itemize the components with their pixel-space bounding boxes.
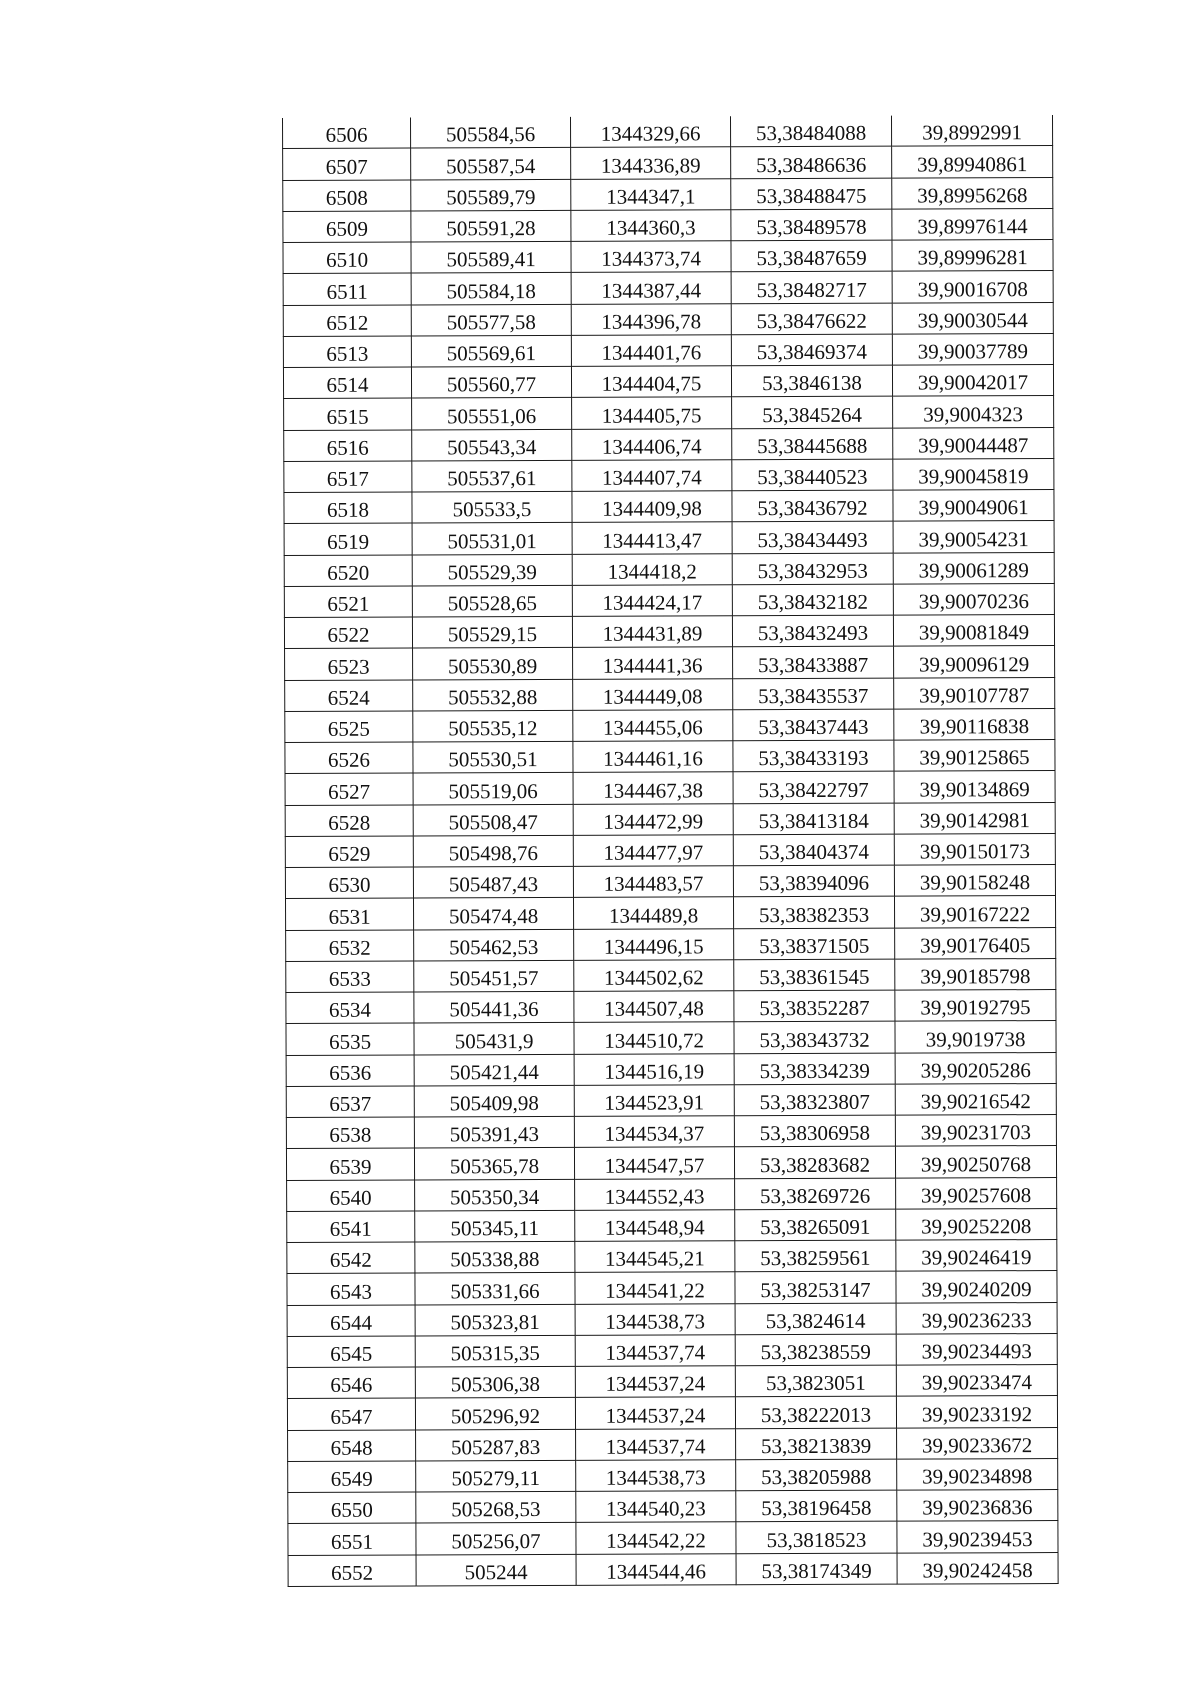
latitude-cell: 53,38394096: [733, 865, 894, 897]
latitude-cell: 53,38432493: [732, 615, 893, 647]
table-row: [287, 1208, 1057, 1242]
table-row: [288, 1427, 1058, 1461]
latitude-cell: 53,38352287: [734, 990, 895, 1022]
latitude-cell: 53,38205988: [736, 1459, 897, 1491]
x-coordinate-cell: 505431,9: [414, 1023, 574, 1055]
longitude-cell: 39,90246419: [896, 1240, 1057, 1272]
point-number-cell: 6546: [287, 1367, 415, 1399]
y-coordinate-cell: 1344542,22: [576, 1522, 736, 1554]
longitude-cell: 39,89976144: [892, 208, 1053, 240]
point-number-cell: 6540: [287, 1179, 415, 1211]
x-coordinate-cell: 505587,54: [411, 148, 571, 180]
x-coordinate-cell: 505519,06: [413, 773, 573, 805]
x-coordinate-cell: 505584,56: [410, 117, 570, 148]
x-coordinate-cell: 505338,88: [415, 1241, 575, 1273]
x-coordinate-cell: 505529,15: [412, 616, 572, 648]
x-coordinate-cell: 505451,57: [414, 960, 574, 992]
table-row: [283, 302, 1053, 336]
x-coordinate-cell: 505531,01: [412, 523, 572, 555]
longitude-cell: 39,90016708: [892, 271, 1053, 303]
latitude-cell: 53,38253147: [735, 1271, 896, 1303]
longitude-cell: 39,90037789: [892, 333, 1053, 365]
table-row: [286, 927, 1056, 961]
longitude-cell: 39,90107787: [894, 677, 1055, 709]
y-coordinate-cell: 1344548,94: [575, 1210, 735, 1242]
x-coordinate-cell: 505498,76: [413, 835, 573, 867]
latitude-cell: 53,38213839: [736, 1428, 897, 1460]
point-number-cell: 6516: [284, 430, 412, 462]
longitude-cell: 39,90142981: [894, 802, 1055, 834]
y-coordinate-cell: 1344405,75: [572, 397, 732, 429]
table-row: [283, 240, 1053, 274]
y-coordinate-cell: 1344406,74: [572, 428, 732, 460]
y-coordinate-cell: 1344387,44: [571, 272, 731, 304]
x-coordinate-cell: 505287,83: [416, 1429, 576, 1461]
latitude-cell: 53,38422797: [733, 771, 894, 803]
latitude-cell: 53,3845264: [732, 396, 893, 428]
table-row: [286, 1115, 1056, 1149]
y-coordinate-cell: 1344540,23: [576, 1491, 736, 1523]
x-coordinate-cell: 505532,88: [413, 679, 573, 711]
y-coordinate-cell: 1344477,97: [573, 835, 733, 867]
x-coordinate-cell: 505409,98: [414, 1085, 574, 1117]
point-number-cell: 6527: [285, 773, 413, 805]
y-coordinate-cell: 1344449,08: [573, 678, 733, 710]
x-coordinate-cell: 505421,44: [414, 1054, 574, 1086]
point-number-cell: 6508: [283, 180, 411, 212]
y-coordinate-cell: 1344510,72: [574, 1022, 734, 1054]
point-number-cell: 6506: [283, 118, 411, 149]
longitude-cell: 39,90081849: [893, 615, 1054, 647]
latitude-cell: 53,38433193: [733, 740, 894, 772]
point-number-cell: 6538: [286, 1117, 414, 1149]
y-coordinate-cell: 1344537,74: [576, 1428, 736, 1460]
table-row: [288, 1458, 1058, 1492]
y-coordinate-cell: 1344537,24: [575, 1397, 735, 1429]
x-coordinate-cell: 505306,38: [415, 1366, 575, 1398]
y-coordinate-cell: 1344404,75: [571, 366, 731, 398]
y-coordinate-cell: 1344407,74: [572, 460, 732, 492]
point-number-cell: 6522: [284, 617, 412, 649]
point-number-cell: 6509: [283, 211, 411, 243]
point-number-cell: 6510: [283, 242, 411, 274]
latitude-cell: 53,38382353: [733, 896, 894, 928]
table-row: [287, 1240, 1057, 1274]
latitude-cell: 53,38488475: [731, 178, 892, 210]
y-coordinate-cell: 1344483,57: [573, 866, 733, 898]
table-row: [284, 396, 1054, 430]
table-row: [283, 333, 1053, 367]
y-coordinate-cell: 1344360,3: [571, 210, 731, 242]
table-row: [283, 177, 1053, 211]
y-coordinate-cell: 1344409,98: [572, 491, 732, 523]
x-coordinate-cell: 505462,53: [414, 929, 574, 961]
y-coordinate-cell: 1344472,99: [573, 803, 733, 835]
longitude-cell: 39,90234898: [897, 1458, 1058, 1490]
x-coordinate-cell: 505350,34: [415, 1179, 575, 1211]
x-coordinate-cell: 505537,61: [412, 460, 572, 492]
x-coordinate-cell: 505591,28: [411, 210, 571, 242]
point-number-cell: 6535: [286, 1023, 414, 1055]
y-coordinate-cell: 1344541,22: [575, 1272, 735, 1304]
latitude-cell: 53,38306958: [734, 1115, 895, 1147]
x-coordinate-cell: 505474,48: [413, 898, 573, 930]
point-number-cell: 6514: [283, 367, 411, 399]
longitude-cell: 39,90236836: [897, 1490, 1058, 1522]
table-row: [285, 833, 1055, 867]
x-coordinate-cell: 505365,78: [414, 1148, 574, 1180]
longitude-cell: 39,90242458: [897, 1552, 1058, 1584]
point-number-cell: 6543: [287, 1273, 415, 1305]
y-coordinate-cell: 1344424,17: [572, 585, 732, 617]
longitude-cell: 39,90096129: [894, 646, 1055, 678]
point-number-cell: 6532: [286, 930, 414, 962]
point-number-cell: 6542: [287, 1242, 415, 1274]
table-row: [284, 521, 1054, 555]
longitude-cell: 39,90236233: [896, 1302, 1057, 1334]
table-row: [287, 1396, 1057, 1430]
table-row: [287, 1271, 1057, 1305]
point-number-cell: 6530: [285, 867, 413, 899]
x-coordinate-cell: 505533,5: [412, 491, 572, 523]
latitude-cell: 53,38269726: [735, 1178, 896, 1210]
longitude-cell: 39,90049061: [893, 490, 1054, 522]
latitude-cell: 53,38489578: [731, 209, 892, 241]
latitude-cell: 53,38238559: [735, 1334, 896, 1366]
point-number-cell: 6537: [286, 1086, 414, 1118]
y-coordinate-cell: 1344552,43: [575, 1178, 735, 1210]
table-row: [285, 802, 1055, 836]
y-coordinate-cell: 1344401,76: [571, 335, 731, 367]
x-coordinate-cell: 505244: [416, 1554, 576, 1586]
table-row: [286, 990, 1056, 1024]
longitude-cell: 39,90054231: [893, 521, 1054, 553]
point-number-cell: 6545: [287, 1336, 415, 1368]
longitude-cell: 39,90252208: [896, 1208, 1057, 1240]
table-row: [284, 583, 1054, 617]
x-coordinate-cell: 505296,92: [415, 1398, 575, 1430]
point-number-cell: 6519: [284, 523, 412, 555]
y-coordinate-cell: 1344467,38: [573, 772, 733, 804]
point-number-cell: 6526: [285, 742, 413, 774]
longitude-cell: 39,90185798: [895, 958, 1056, 990]
point-number-cell: 6512: [283, 305, 411, 337]
point-number-cell: 6536: [286, 1054, 414, 1086]
latitude-cell: 53,38259561: [735, 1240, 896, 1272]
table-row: [288, 1552, 1058, 1586]
longitude-cell: 39,9004323: [893, 396, 1054, 428]
latitude-cell: 53,38437443: [733, 709, 894, 741]
table-row: [287, 1302, 1057, 1336]
table-row: [284, 552, 1054, 586]
y-coordinate-cell: 1344534,37: [574, 1116, 734, 1148]
point-number-cell: 6523: [285, 648, 413, 680]
point-number-cell: 6515: [284, 398, 412, 430]
x-coordinate-cell: 505535,12: [413, 710, 573, 742]
longitude-cell: 39,90205286: [895, 1052, 1056, 1084]
latitude-cell: 53,3846138: [731, 365, 892, 397]
y-coordinate-cell: 1344347,1: [571, 178, 731, 210]
longitude-cell: 39,90234493: [896, 1333, 1057, 1365]
longitude-cell: 39,90216542: [895, 1083, 1056, 1115]
point-number-cell: 6539: [286, 1148, 414, 1180]
longitude-cell: 39,90045819: [893, 458, 1054, 490]
table-row: [285, 865, 1055, 899]
y-coordinate-cell: 1344413,47: [572, 522, 732, 554]
x-coordinate-cell: 505530,51: [413, 741, 573, 773]
point-number-cell: 6541: [287, 1211, 415, 1243]
y-coordinate-cell: 1344544,46: [576, 1553, 736, 1585]
latitude-cell: 53,38432953: [732, 553, 893, 585]
latitude-cell: 53,38440523: [732, 459, 893, 491]
longitude-cell: 39,90233474: [896, 1365, 1057, 1397]
table-row: [286, 958, 1056, 992]
point-number-cell: 6544: [287, 1304, 415, 1336]
point-number-cell: 6511: [283, 273, 411, 305]
table-row: [287, 1177, 1057, 1211]
y-coordinate-cell: 1344537,24: [575, 1366, 735, 1398]
y-coordinate-cell: 1344418,2: [572, 553, 732, 585]
y-coordinate-cell: 1344336,89: [571, 147, 731, 179]
longitude-cell: 39,90134869: [894, 771, 1055, 803]
point-number-cell: 6529: [285, 836, 413, 868]
latitude-cell: 53,38482717: [731, 271, 892, 303]
coordinates-table-body: [283, 115, 1059, 1586]
longitude-cell: 39,90044487: [893, 427, 1054, 459]
table-row: [287, 1333, 1057, 1367]
table-row: [283, 146, 1053, 180]
x-coordinate-cell: 505569,61: [411, 335, 571, 367]
y-coordinate-cell: 1344523,91: [574, 1085, 734, 1117]
longitude-cell: 39,90070236: [893, 583, 1054, 615]
latitude-cell: 53,38371505: [734, 928, 895, 960]
x-coordinate-cell: 505323,81: [415, 1304, 575, 1336]
point-number-cell: 6520: [284, 555, 412, 587]
x-coordinate-cell: 505560,77: [411, 366, 571, 398]
longitude-cell: 39,90042017: [892, 365, 1053, 397]
point-number-cell: 6531: [285, 898, 413, 930]
latitude-cell: 53,38404374: [733, 834, 894, 866]
longitude-cell: 39,89940861: [892, 146, 1053, 178]
latitude-cell: 53,3824614: [735, 1303, 896, 1335]
table-row: [284, 615, 1054, 649]
x-coordinate-cell: 505441,36: [414, 991, 574, 1023]
latitude-cell: 53,38486636: [731, 146, 892, 178]
y-coordinate-cell: 1344329,66: [570, 116, 730, 147]
x-coordinate-cell: 505530,89: [413, 648, 573, 680]
longitude-cell: 39,89996281: [892, 240, 1053, 272]
y-coordinate-cell: 1344461,16: [573, 741, 733, 773]
x-coordinate-cell: 505589,79: [411, 179, 571, 211]
latitude-cell: 53,38283682: [734, 1146, 895, 1178]
table-row: [288, 1490, 1058, 1524]
x-coordinate-cell: 505391,43: [414, 1116, 574, 1148]
latitude-cell: 53,38469374: [731, 334, 892, 366]
latitude-cell: 53,3823051: [735, 1365, 896, 1397]
point-number-cell: 6517: [284, 461, 412, 493]
x-coordinate-cell: 505315,35: [415, 1335, 575, 1367]
table-row: [285, 677, 1055, 711]
point-number-cell: 6534: [286, 992, 414, 1024]
y-coordinate-cell: 1344431,89: [572, 616, 732, 648]
longitude-cell: 39,90061289: [893, 552, 1054, 584]
x-coordinate-cell: 505508,47: [413, 804, 573, 836]
point-number-cell: 6551: [288, 1523, 416, 1555]
y-coordinate-cell: 1344507,48: [574, 991, 734, 1023]
table-row: [283, 271, 1053, 305]
y-coordinate-cell: 1344455,06: [573, 710, 733, 742]
y-coordinate-cell: 1344516,19: [574, 1053, 734, 1085]
latitude-cell: 53,38222013: [735, 1396, 896, 1428]
latitude-cell: 53,38343732: [734, 1021, 895, 1053]
point-number-cell: 6548: [288, 1429, 416, 1461]
table-row: [285, 896, 1055, 930]
y-coordinate-cell: 1344547,57: [574, 1147, 734, 1179]
latitude-cell: 53,38432182: [732, 584, 893, 616]
longitude-cell: 39,90192795: [895, 990, 1056, 1022]
x-coordinate-cell: 505551,06: [412, 398, 572, 430]
table-row: [288, 1521, 1058, 1555]
x-coordinate-cell: 505543,34: [412, 429, 572, 461]
longitude-cell: 39,90233192: [896, 1396, 1057, 1428]
latitude-cell: 53,38435537: [733, 678, 894, 710]
table-row: [283, 365, 1053, 399]
table-row: [285, 771, 1055, 805]
point-number-cell: 6518: [284, 492, 412, 524]
point-number-cell: 6533: [286, 961, 414, 993]
table-row: [284, 458, 1054, 492]
latitude-cell: 53,38436792: [732, 490, 893, 522]
table-row: [286, 1083, 1056, 1117]
latitude-cell: 53,38413184: [733, 803, 894, 835]
point-number-cell: 6552: [288, 1554, 416, 1586]
x-coordinate-cell: 505268,53: [416, 1491, 576, 1523]
point-number-cell: 6525: [285, 711, 413, 743]
longitude-cell: 39,90125865: [894, 740, 1055, 772]
x-coordinate-cell: 505589,41: [411, 241, 571, 273]
longitude-cell: 39,89956268: [892, 177, 1053, 209]
longitude-cell: 39,90150173: [894, 833, 1055, 865]
longitude-cell: 39,90167222: [894, 896, 1055, 928]
x-coordinate-cell: 505577,58: [411, 304, 571, 336]
table-row: [283, 115, 1053, 149]
point-number-cell: 6524: [285, 680, 413, 712]
x-coordinate-cell: 505528,65: [412, 585, 572, 617]
x-coordinate-cell: 505584,18: [411, 273, 571, 305]
latitude-cell: 53,38433887: [733, 646, 894, 678]
y-coordinate-cell: 1344441,36: [573, 647, 733, 679]
point-number-cell: 6507: [283, 148, 411, 180]
longitude-cell: 39,8992991: [891, 115, 1052, 146]
longitude-cell: 39,90158248: [894, 865, 1055, 897]
latitude-cell: 53,38196458: [736, 1490, 897, 1522]
table-row: [287, 1365, 1057, 1399]
y-coordinate-cell: 1344545,21: [575, 1241, 735, 1273]
x-coordinate-cell: 505279,11: [416, 1460, 576, 1492]
point-number-cell: 6513: [283, 336, 411, 368]
y-coordinate-cell: 1344496,15: [574, 928, 734, 960]
y-coordinate-cell: 1344489,8: [573, 897, 733, 929]
point-number-cell: 6521: [284, 586, 412, 618]
x-coordinate-cell: 505256,07: [416, 1523, 576, 1555]
y-coordinate-cell: 1344537,74: [575, 1335, 735, 1367]
y-coordinate-cell: 1344538,73: [575, 1303, 735, 1335]
x-coordinate-cell: 505529,39: [412, 554, 572, 586]
table-row: [285, 740, 1055, 774]
longitude-cell: 39,90176405: [895, 927, 1056, 959]
table-row: [283, 208, 1053, 242]
latitude-cell: 53,38265091: [735, 1209, 896, 1241]
table-row: [284, 427, 1054, 461]
x-coordinate-cell: 505345,11: [415, 1210, 575, 1242]
longitude-cell: 39,90030544: [892, 302, 1053, 334]
longitude-cell: 39,90250768: [895, 1146, 1056, 1178]
longitude-cell: 39,90233672: [897, 1427, 1058, 1459]
latitude-cell: 53,38434493: [732, 521, 893, 553]
table-row: [286, 1146, 1056, 1180]
point-number-cell: 6549: [288, 1461, 416, 1493]
latitude-cell: 53,3818523: [736, 1521, 897, 1553]
longitude-cell: 39,90116838: [894, 708, 1055, 740]
latitude-cell: 53,38361545: [734, 959, 895, 991]
table-row: [286, 1021, 1056, 1055]
latitude-cell: 53,38445688: [732, 428, 893, 460]
point-number-cell: 6528: [285, 805, 413, 837]
longitude-cell: 39,90240209: [896, 1271, 1057, 1303]
table-row: [285, 646, 1055, 680]
point-number-cell: 6550: [288, 1492, 416, 1524]
latitude-cell: 53,38334239: [734, 1053, 895, 1085]
latitude-cell: 53,38487659: [731, 240, 892, 272]
longitude-cell: 39,90239453: [897, 1521, 1058, 1553]
y-coordinate-cell: 1344502,62: [574, 960, 734, 992]
y-coordinate-cell: 1344373,74: [571, 241, 731, 273]
table-row: [285, 708, 1055, 742]
table-row: [286, 1052, 1056, 1086]
x-coordinate-cell: 505331,66: [415, 1273, 575, 1305]
latitude-cell: 53,38323807: [734, 1084, 895, 1116]
x-coordinate-cell: 505487,43: [413, 866, 573, 898]
longitude-cell: 39,90257608: [896, 1177, 1057, 1209]
longitude-cell: 39,90231703: [895, 1115, 1056, 1147]
longitude-cell: 39,9019738: [895, 1021, 1056, 1053]
latitude-cell: 53,38476622: [731, 303, 892, 335]
latitude-cell: 53,38174349: [736, 1553, 897, 1585]
latitude-cell: 53,38484088: [730, 116, 891, 147]
point-number-cell: 6547: [287, 1398, 415, 1430]
table-row: [284, 490, 1054, 524]
y-coordinate-cell: 1344538,73: [576, 1460, 736, 1492]
y-coordinate-cell: 1344396,78: [571, 303, 731, 335]
coordinates-table: [282, 115, 1059, 1587]
